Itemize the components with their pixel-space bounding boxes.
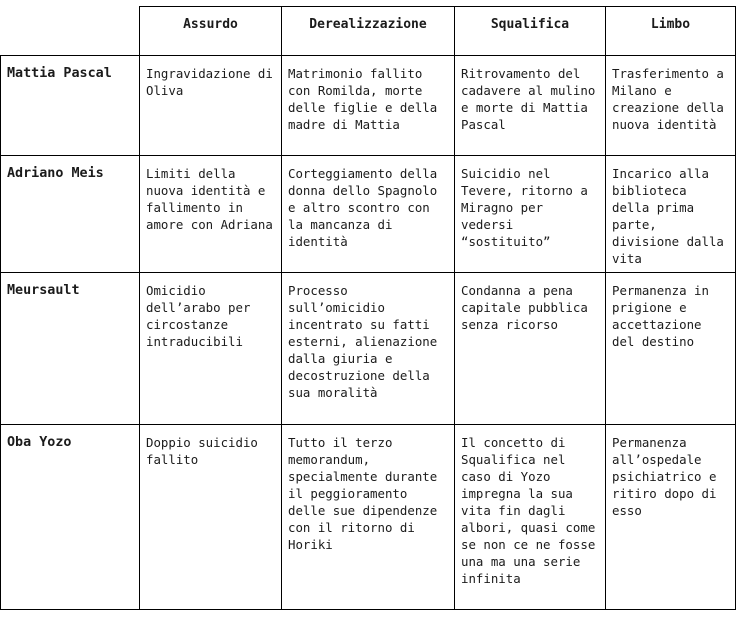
table-cell: Ritrovamento del cadavere al mulino e morte di Mattia Pascal bbox=[455, 56, 606, 156]
column-header-squalifica: Squalifica bbox=[455, 7, 606, 56]
row-header: Meursault bbox=[1, 273, 140, 425]
row-header: Adriano Meis bbox=[1, 156, 140, 273]
header-row bbox=[1, 7, 736, 56]
table-cell: Matrimonio fallito con Romilda, morte delle figlie e della madre di Mattia bbox=[282, 56, 455, 156]
table-cell: Incarico alla biblioteca della prima parte, divisione dalla vita bbox=[606, 156, 736, 273]
table-row-oba-yozo bbox=[1, 425, 736, 610]
comparison-table bbox=[0, 6, 736, 610]
table-cell: Tutto il terzo memorandum, specialmente durante il peggioramento delle sue dipendenze con il ritorno di Horiki bbox=[282, 425, 455, 610]
corner-cell bbox=[1, 7, 140, 56]
table-row-meursault bbox=[1, 273, 736, 425]
table-cell: Doppio suicidio fallito bbox=[140, 425, 282, 610]
table-cell: Permanenza in prigione e accettazione del destino bbox=[606, 273, 736, 425]
table-row-mattia-pascal bbox=[1, 56, 736, 156]
table-cell: Il concetto di Squalifica nel caso di Yozo impregna la sua vita fin dagli albori, quasi come se non ce ne fosse una ma una serie infinita bbox=[455, 425, 606, 610]
table-cell: Corteggiamento della donna dello Spagnolo e altro scontro con la mancanza di identità bbox=[282, 156, 455, 273]
row-header: Oba Yozo bbox=[1, 425, 140, 610]
table-cell: Suicidio nel Tevere, ritorno a Miragno per vedersi “sostituito” bbox=[455, 156, 606, 273]
column-header-derealizzazione: Derealizzazione bbox=[282, 7, 455, 56]
table-cell: Permanenza all’ospedale psichiatrico e ritiro dopo di esso bbox=[606, 425, 736, 610]
row-header: Mattia Pascal bbox=[1, 56, 140, 156]
column-header-limbo: Limbo bbox=[606, 7, 736, 56]
table-cell: Omicidio dell’arabo per circostanze intraducibili bbox=[140, 273, 282, 425]
column-header-assurdo: Assurdo bbox=[140, 7, 282, 56]
table-cell: Trasferimento a Milano e creazione della nuova identità bbox=[606, 56, 736, 156]
table-cell: Limiti della nuova identità e fallimento in amore con Adriana bbox=[140, 156, 282, 273]
table-cell: Ingravidazione di Oliva bbox=[140, 56, 282, 156]
table-cell: Condanna a pena capitale pubblica senza ricorso bbox=[455, 273, 606, 425]
table-row-adriano-meis bbox=[1, 156, 736, 273]
table-cell: Processo sull’omicidio incentrato su fatti esterni, alienazione dalla giuria e decostruzione della sua moralità bbox=[282, 273, 455, 425]
